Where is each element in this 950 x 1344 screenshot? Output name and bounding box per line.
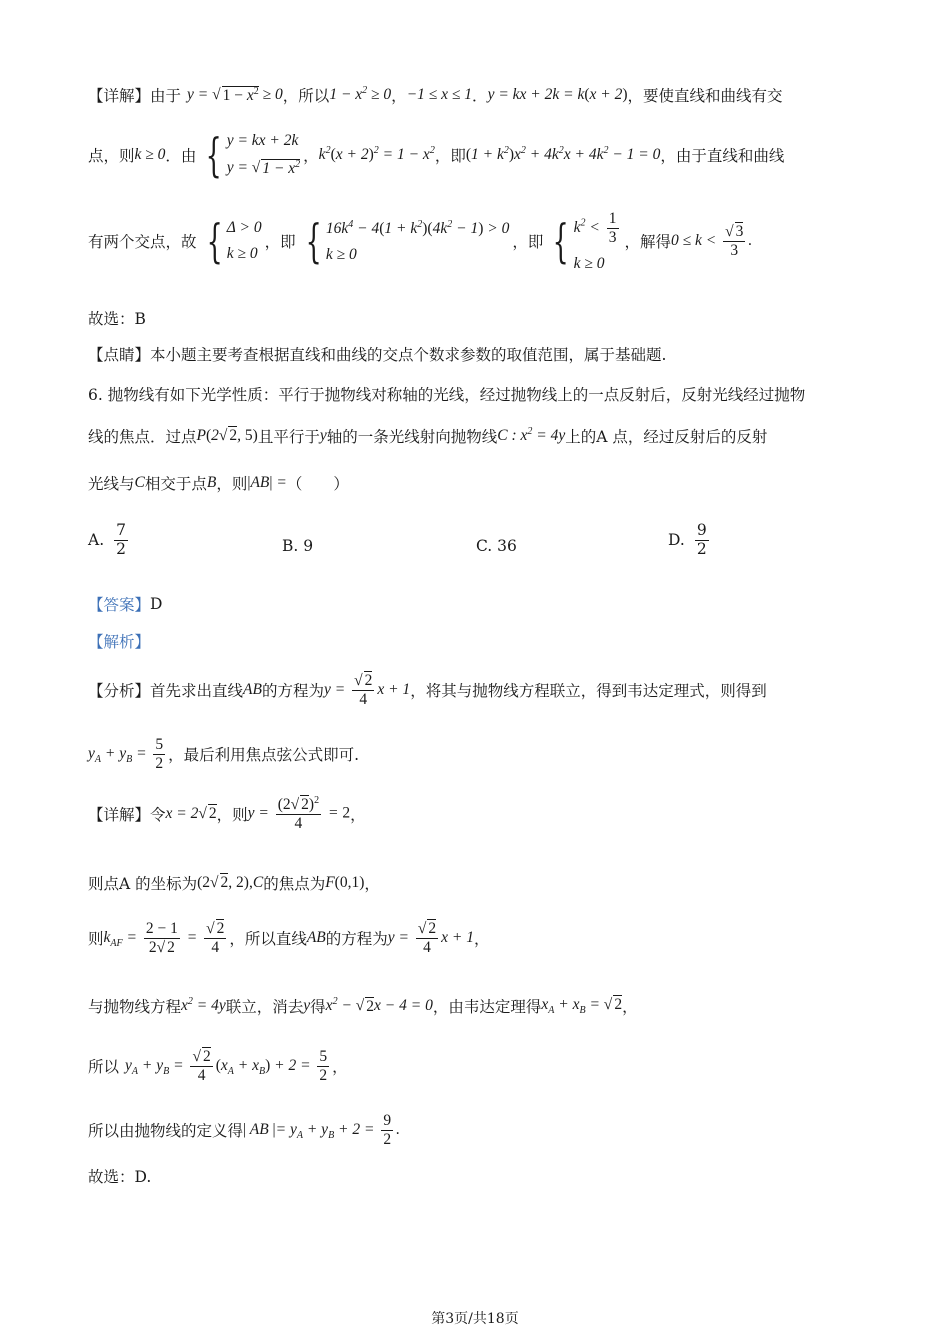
detail-tag: 【详解】 xyxy=(88,87,151,105)
comment-line: 【点睛】 本小题主要考查根据直线和曲线的交点个数求参数的取值范围，属于基础题. xyxy=(88,343,870,365)
detail-line-5: 所以 $y_A + y_B$ = $\frac{√ 2}{4}$ $(x_A + x_B) + 2$ = $\frac{5}{2}$ ， xyxy=(88,1048,348,1084)
question-6-line-3: 光线与 C 相交于点 B ，则 |AB| = （ ） xyxy=(88,474,349,493)
detail-line-1: 【详解】 令 x = 2√ 2 ，则 y = $\frac{(2√ 2)^2}{4}$ = 2 ， xyxy=(88,795,366,832)
analysis-line-2: $y_A + y_B$ = $\frac{5}{2}$ ，最后利用焦点弦公式即可. xyxy=(88,736,360,772)
option-c: C. 36 xyxy=(476,537,517,555)
page-footer: 第3页/共18页 xyxy=(431,1311,519,1327)
question-6-line-1: 6. 抛物线有如下光学性质：平行于抛物线对称轴的光线，经过抛物线上的一点反射后，反射光线经过抛物 xyxy=(88,386,806,404)
choose-b: 故选：B xyxy=(88,310,146,328)
detail-line-4: 与抛物线方程 $x^2 = 4y$ 联立，消去 y 得 $x^2$ − √ 2x − 4 = 0 ，由韦达定理得 $x_A + x_B$ = √ 2 ， xyxy=(88,995,638,1017)
option-b: B. 9 xyxy=(282,537,314,555)
analysis-line-1: 【分析】 首先求出直线 AB 的方程为 y = $\frac{√ 2}{4}$ x + 1 ，将其与抛物线方程联立，得到韦达定理式，则得到 xyxy=(88,672,767,708)
answer-tag: 【答案】 xyxy=(88,596,151,614)
question-6-line-2: 线的焦点．过点 P(2√ 2, 5) 且平行于 y 轴的一条光线射向抛物线 C : $x^2 = 4y$ 上的A 点，经过反射后的反射 xyxy=(88,426,768,446)
choose-d: 故选：D. xyxy=(88,1168,152,1186)
option-a: A. $\frac{7}{2}$ xyxy=(88,521,126,558)
answer-line: 【答案】 D xyxy=(88,595,163,614)
detail-line-6: 所以由抛物线的定义得 | AB |= $y_A + y_B + 2$ = $\frac{9}{2}$ . xyxy=(88,1112,400,1148)
comment-tag: 【点睛】 xyxy=(88,346,151,364)
solution-line-2: 点，则 k ≥ 0 ．由 { y = kx + 2k y = √ $1 - x^2$ ， $k^2(x + 2)^2 = 1 - x^2$ ，即 $(1 + k^2)x^2 + 4k^2x + 4k^2 - 1 = 0$ ，由于直线和曲线 xyxy=(88,128,785,182)
analysis-tag: 【解析】 xyxy=(88,633,151,651)
detail-line-3: 则 $k_{AF}$ = $\frac{2 - 1}{2√ 2}$ = $\frac{√ 2}{4}$ ，所以直线 AB 的方程为 y = $\frac{√ 2}{4}$ x + 1 ， xyxy=(88,920,490,956)
detail-tag-2: 【详解】 xyxy=(88,805,151,824)
analysis-fenxi-tag: 【分析】 xyxy=(88,682,151,701)
detail-line-2: 则点A 的坐标为 (2√ 2, 2),C 的焦点为 F(0,1) ， xyxy=(88,874,380,893)
option-d: D. $\frac{9}{2}$ xyxy=(668,521,707,558)
solution-line-3: 有两个交点，故 { Δ > 0 k ≥ 0 ，即 { $16k^4 - 4(1 + k^2)(4k^2 - 1) > 0$ k ≥ 0 ，即 { $k^2$ < $\frac{1}{3}$ k ≥ 0 ，解得 0 ≤ k < $\frac{√ 3}{3}$ . xyxy=(88,210,753,272)
solution-line-1: 【详解】 由于 y = √ $1 - x^2 \ge 0$ ，所以 $1 - x^2 \ge 0$ ， −1 ≤ x ≤ 1 ． y = kx + 2k = k(x + 2) ，要使直线和曲线有交 xyxy=(88,85,783,105)
